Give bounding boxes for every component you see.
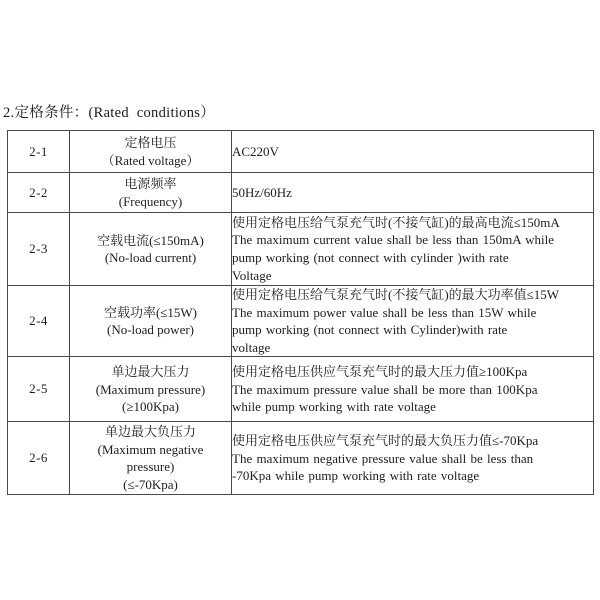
page-title: 2.定格条件：(Rated conditions） <box>3 105 215 121</box>
param-line: (Maximum pressure) <box>95 381 206 397</box>
row-id-cell: 2-6 <box>8 422 70 495</box>
param-line: 空载功率(≤15W) <box>103 304 198 320</box>
desc-line: The maximum current value shall be less than 150mA while <box>232 232 555 248</box>
desc-cell <box>232 422 594 495</box>
param-cell <box>70 422 232 495</box>
table-row <box>8 131 594 173</box>
desc-line: The maximum negative pressure value shall be less than <box>232 450 534 466</box>
rated-conditions-table <box>7 130 594 495</box>
desc-line: 使用定格电压供应气泵充气时的最大压力值≥100Kpa <box>232 363 528 379</box>
param-cell <box>70 173 232 213</box>
desc-line: Voltage <box>232 267 272 283</box>
desc-line: voltage <box>232 339 271 355</box>
param-line: (≤-70Kpa) <box>123 476 178 492</box>
param-cell <box>70 357 232 422</box>
desc-line: The maximum pressure value shall be more than 100Kpa <box>232 381 538 397</box>
desc-line: pump working (not connect with cylinder )with rate <box>232 250 509 265</box>
param-line: 电源频率 <box>124 176 177 191</box>
param-cell <box>70 131 232 173</box>
table-row <box>8 286 594 357</box>
row-id-cell: 2-3 <box>8 213 70 286</box>
desc-line: 使用定格电压给气泵充气时(不接气缸)的最高电流≤150mA <box>232 214 560 230</box>
desc-line: AC220V <box>232 143 279 159</box>
desc-line: 使用定格电压供应气泵充气时的最大负压力值≤-70Kpa <box>232 432 539 448</box>
param-cell <box>70 286 232 357</box>
param-cell <box>70 213 232 286</box>
param-line: （Rated voltage） <box>101 152 200 168</box>
desc-line: -70Kpa while pump working with rate voltage <box>232 468 480 484</box>
desc-cell <box>232 286 594 357</box>
param-line: (No-load current) <box>104 250 197 265</box>
desc-line: 50Hz/60Hz <box>232 184 292 200</box>
desc-line: The maximum power value shall be less than 15W while <box>232 304 537 320</box>
param-line: (No-load power) <box>107 322 194 338</box>
param-line: 单边最大负压力 <box>104 424 196 440</box>
param-line: (Frequency) <box>118 193 183 209</box>
row-id-cell: 2-5 <box>8 357 70 422</box>
desc-line: 使用定格电压给气泵充气时(不接气缸)的最大功率值≤15W <box>232 287 560 302</box>
param-line: pressure) <box>126 459 175 475</box>
param-line: 单边最大压力 <box>111 364 190 380</box>
table-row <box>8 357 594 422</box>
table-row <box>8 422 594 495</box>
table-row <box>8 213 594 286</box>
param-line: 空载电流(≤150mA) <box>97 232 204 248</box>
param-line: (Maximum negative <box>97 441 204 457</box>
row-id-cell: 2-4 <box>8 286 70 357</box>
param-line: 定格电压 <box>124 135 177 150</box>
row-id-cell: 2-1 <box>8 131 70 173</box>
desc-cell <box>232 357 594 422</box>
row-id-cell: 2-2 <box>8 173 70 213</box>
table-row <box>8 173 594 213</box>
desc-line: while pump working with rate voltage <box>232 399 436 415</box>
param-line: (≥100Kpa) <box>122 399 179 415</box>
desc-cell <box>232 213 594 286</box>
desc-cell <box>232 131 594 173</box>
desc-line: pump working (not connect with Cylinder)with rate <box>232 322 508 338</box>
desc-cell <box>232 173 594 213</box>
